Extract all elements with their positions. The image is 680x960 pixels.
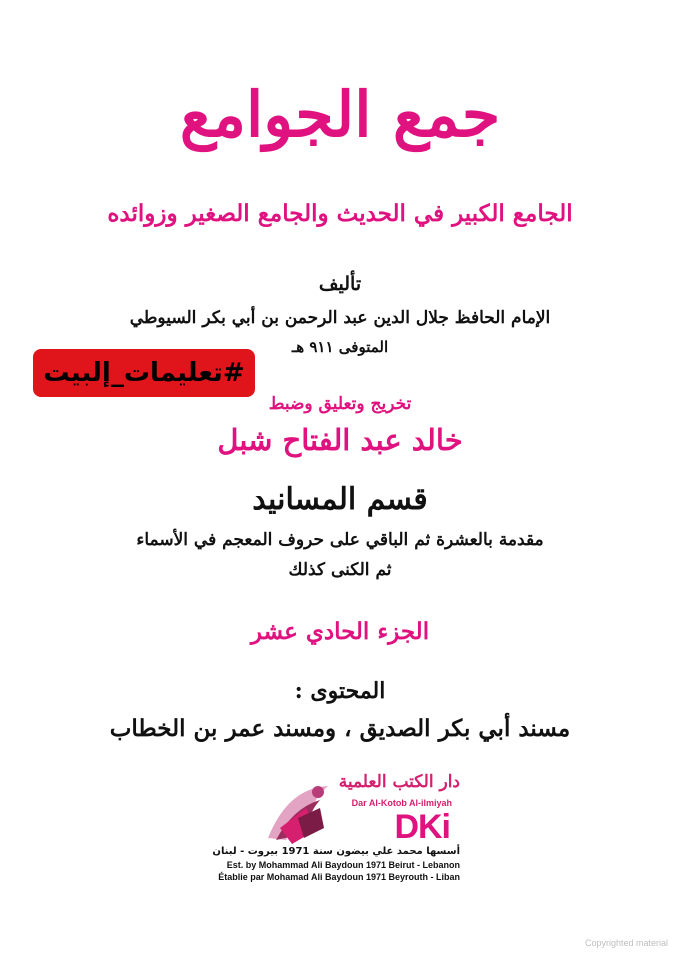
hashtag-overlay-badge: #تعليمات_إلبيت [33, 349, 255, 397]
section-description: مقدمة بالعشرة ثم الباقي على حروف المعجم في الأسماء [136, 530, 544, 550]
publisher-name-latin: Dar Al-Kotob Al-ilmiyah [351, 798, 452, 808]
book-title: جمع الجوامع [179, 78, 501, 151]
section-description-continued: ثم الكنى كذلك [288, 560, 392, 580]
publisher-emblem-icon [258, 778, 348, 848]
contents-list: مسند أبي بكر الصديق ، ومسند عمر بن الخطاب [109, 715, 571, 742]
publisher-founded-arabic: أسسها محمد علي بيضون سنة 1971 بيروت - لبنان [212, 846, 460, 857]
authored-label: تأليف [318, 273, 362, 295]
section-title: قسم المسانيد [252, 482, 428, 517]
editing-label: تخريج وتعليق وضبط [268, 394, 412, 414]
copyright-notice: Copyrighted material [584, 938, 668, 948]
publisher-brand: DKi [394, 808, 450, 846]
book-subtitle: الجامع الكبير في الحديث والجامع الصغير وزوائده [107, 200, 573, 227]
publisher-logo [212, 770, 460, 890]
volume-label: الجزء الحادي عشر [250, 618, 430, 645]
author-death-note: المتوفى ٩١١ هـ [291, 338, 389, 356]
author-name: الإمام الحافظ جلال الدين عبد الرحمن بن أبي بكر السيوطي [129, 308, 551, 328]
publisher-name-arabic: دار الكتب العلمية [338, 772, 460, 792]
editor-name: خالد عبد الفتاح شبل [217, 423, 463, 457]
publisher-established-english: Est. by Mohammad Ali Baydoun 1971 Beirut - Lebanon [226, 860, 460, 870]
contents-label: المحتوى : [294, 678, 386, 704]
publisher-established-french: Établie par Mohamad Ali Baydoun 1971 Beyrouth - Liban [218, 872, 460, 882]
